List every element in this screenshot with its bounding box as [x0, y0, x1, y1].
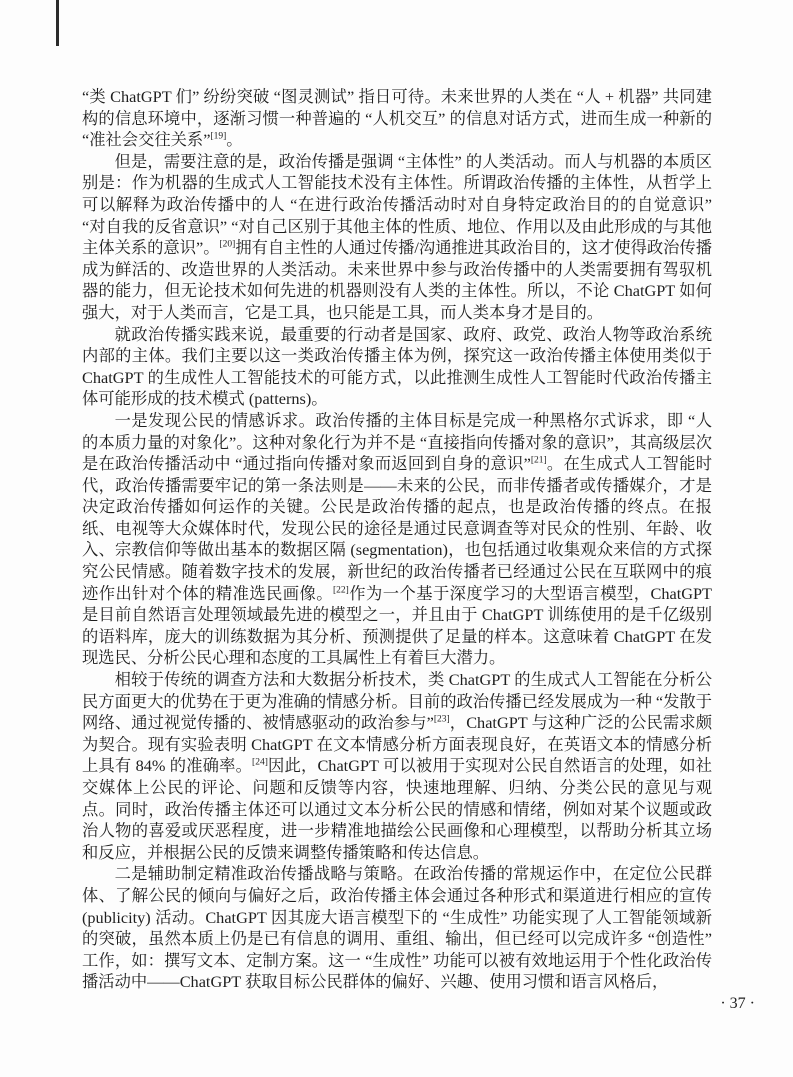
paragraph: 就政治传播实践来说，最重要的行动者是国家、政府、政党、政治人物等政治系统内部的主体。我们主要以这一类政治传播主体为例，探究这一政治传播主体使用类似于 ChatGPT 的生成性人工智能技术的可能方式，以此推测生成性人工智能时代政治传播主体可能形成的技术模式 (patterns)。 [82, 324, 712, 409]
footnote-ref: [21] [530, 455, 547, 466]
footnote-ref: [24] [252, 757, 268, 768]
footnote-ref: [22] [333, 585, 349, 596]
paragraph: 一是发现公民的情感诉求。政治传播的主体目标是完成一种黑格尔式诉求，即 “人的本质力量的对象化”。这种对象化行为并不是 “直接指向传播对象的意识”，其高级层次是在政治传播活动中 “通过指向传播对象而返回到自身的意识”[21]。在生成式人工智能时代，政治传播需要牢记的第一条法则是——未来的公民，而非传播者或传播媒介，才是决定政治传播如何运作的关键。公民是政治传播的起点，也是政治传播的终点。在报纸、电视等大众媒体时代，发现公民的途径是通过民意调查等对民众的性别、年龄、收入、宗教信仰等做出基本的数据区隔 (segmentation)，也包括通过收集观众来信的方式探究公民情感。随着数字技术的发展，新世纪的政治传播者已经通过公民在互联网中的痕迹作出针对个体的精准选民画像。[22]作为一个基于深度学习的大型语言模型，ChatGPT 是目前自然语言处理领域最先进的模型之一，并且由于 ChatGPT 训练使用的是千亿级别的语料库，庞大的训练数据为其分析、预测提供了足量的样本。这意味着 ChatGPT 在发现选民、分析公民心理和态度的工具属性上有着巨大潜力。 [82, 410, 712, 668]
paragraph: 但是，需要注意的是，政治传播是强调 “主体性” 的人类活动。而人与机器的本质区别是：作为机器的生成式人工智能技术没有主体性。所谓政治传播的主体性，从哲学上可以解释为政治传播中的人 “在进行政治传播活动时对自身特定政治目的的自觉意识” “对自我的反省意识” “对自己区别于其他主体的性质、地位、作用以及由此形成的与其他主体关系的意识”。[20]拥有自主性的人通过传播/沟通推进其政治目的，这才使得政治传播成为鲜活的、改造世界的人类活动。未来世界中参与政治传播中的人类需要拥有驾驭机器的能力，但无论技术如何先进的机器则没有人类的主体性。所以，不论 ChatGPT 如何强大，对于人类而言，它是工具，也只能是工具，而人类本身才是目的。 [82, 151, 712, 322]
paragraph: 二是辅助制定精准政治传播战略与策略。在政治传播的常规运作中，在定位公民群体、了解公民的倾向与偏好之后，政治传播主体会通过各种形式和渠道进行相应的宣传 (publicity) 活动。ChatGPT 因其庞大语言模型下的 “生成性” 功能实现了人工智能领域新的突破，虽然本质上仍是已有信息的调用、重组、输出，但已经可以完成许多 “创造性” 工作，如：撰写文本、定制方案。这一 “生成性” 功能可以被有效地运用于个性化政治传播活动中——ChatGPT 获取目标公民群体的偏好、兴趣、使用习惯和语言风格后， [82, 864, 712, 992]
footnote-ref: [19] [210, 131, 227, 142]
article-body [82, 86, 712, 993]
paragraph: 相较于传统的调查方法和大数据分析技术，类 ChatGPT 的生成式人工智能在分析公民方面更大的优势在于更为准确的情感分析。目前的政治传播已经发展成为一种 “发散于网络、通过视觉传播的、被情感驱动的政治参与”[23]，ChatGPT 与这种广泛的公民需求颇为契合。现有实验表明 ChatGPT 在文本情感分析方面表现良好，在英语文本的情感分析上具有 84% 的准确率。[24]因此，ChatGPT 可以被用于实现对公民自然语言的处理，如社交媒体上公民的评论、问题和反馈等内容，快速地理解、归纳、分类公民的意见与观点。同时，政治传播主体还可以通过文本分析公民的情感和情绪，例如对某个议题或政治人物的喜爱或厌恶程度，进一步精准地描绘公民画像和心理模型，以帮助分析其立场和反应，并根据公民的反馈来调整传播策略和传达信息。 [82, 670, 712, 862]
footnote-ref: [23] [433, 714, 450, 725]
paragraph: “类 ChatGPT 们” 纷纷突破 “图灵测试” 指日可待。未来世界的人类在 “人 + 机器” 共同建构的信息环境中，逐渐习惯一种普遍的 “人机交互” 的信息对话方式，进而生成一种新的 “准社会交往关系”[19]。 [82, 87, 712, 150]
footnote-ref: [20] [219, 239, 236, 250]
page-number: · 37 · [720, 995, 755, 1012]
scan-artifact-line [56, 0, 59, 46]
